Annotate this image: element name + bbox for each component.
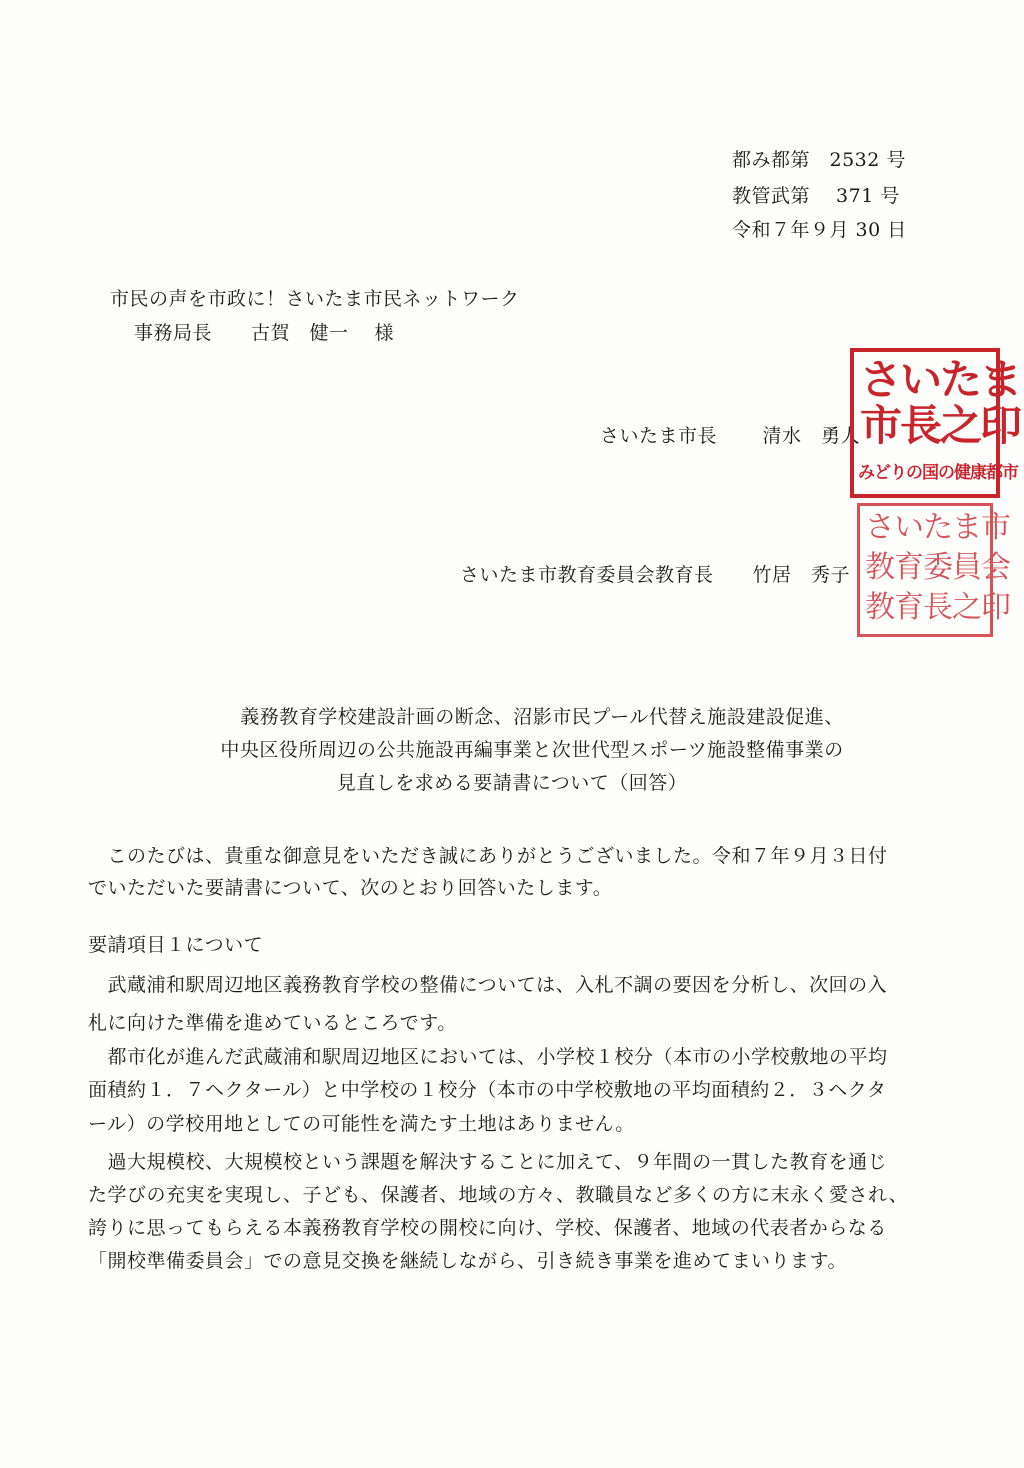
body-text-line: た学びの充実を実現し、子ども、保護者、地域の方々、教職員など多くの方に末永く愛され、 bbox=[88, 1184, 909, 1206]
section-heading: 要請項目１について bbox=[88, 934, 264, 956]
seal-text: みどりの国の健康都市 bbox=[858, 463, 1018, 483]
education-chief-seal-stamp bbox=[857, 503, 1010, 637]
sender-mayor: さいたま市長 清水 勇人 bbox=[600, 425, 861, 447]
seal-text: 市長之印 bbox=[860, 401, 1021, 450]
letter-date: 令和７年９月 30 日 bbox=[732, 219, 907, 241]
document-title-line-3: 見直しを求める要請書について（回答） bbox=[336, 772, 688, 794]
intro-paragraph-line: でいただいた要請書について、次のとおり回答いたします。 bbox=[88, 877, 613, 899]
document-title-line-1: 義務教育学校建設計画の断念、沼影市民プール代替え施設建設促進、 bbox=[240, 706, 844, 728]
mayor-seal-stamp bbox=[850, 348, 1021, 498]
seal-text: 教育長之印 bbox=[865, 590, 1010, 625]
seal-text: 教育委員会 bbox=[865, 550, 1010, 585]
intro-paragraph-line: このたびは、貴重な御意見をいただき誠にありがとうございました。令和７年９月３日付 bbox=[88, 845, 888, 867]
document-title-line-2: 中央区役所周辺の公共施設再編事業と次世代型スポーツ施設整備事業の bbox=[220, 739, 844, 761]
seal-text: さいたま市 bbox=[865, 510, 1010, 545]
sender-education-chief: さいたま市教育委員会教育長 竹居 秀子 bbox=[460, 564, 851, 586]
seal-text: さいたま bbox=[860, 355, 1021, 404]
body-text-line: 武蔵浦和駅周辺地区義務教育学校の整備については、入札不調の要因を分析し、次回の入 bbox=[88, 974, 888, 996]
body-text-line: 面積約１．７ヘクタール）と中学校の１校分（本市の中学校敷地の平均面積約２．３ヘクタ bbox=[88, 1079, 887, 1101]
recipient-person: 事務局長 古賀 健一 様 bbox=[134, 322, 395, 344]
body-text-line: 「開校準備委員会」での意見交換を継続しながら、引き続き事業を進めてまいります。 bbox=[88, 1250, 847, 1272]
reference-number-2: 教管武第 371 号 bbox=[732, 185, 900, 207]
body-text-line: 都市化が進んだ武蔵浦和駅周辺地区においては、小学校１校分（本市の小学校敷地の平均 bbox=[88, 1046, 888, 1068]
body-text-line: ール）の学校用地としての可能性を満たす土地はありません。 bbox=[88, 1113, 635, 1135]
recipient-organization: 市民の声を市政に！さいたま市民ネットワーク bbox=[110, 288, 520, 310]
reference-number-1: 都み都第 2532 号 bbox=[732, 149, 906, 171]
body-text-line: 過大規模校、大規模校という課題を解決することに加えて、９年間の一貫した教育を通じ bbox=[88, 1151, 888, 1173]
body-text-line: 札に向けた準備を進めているところです。 bbox=[88, 1012, 457, 1034]
body-text-line: 誇りに思ってもらえる本義務教育学校の開校に向け、学校、保護者、地域の代表者からなる bbox=[88, 1217, 887, 1239]
